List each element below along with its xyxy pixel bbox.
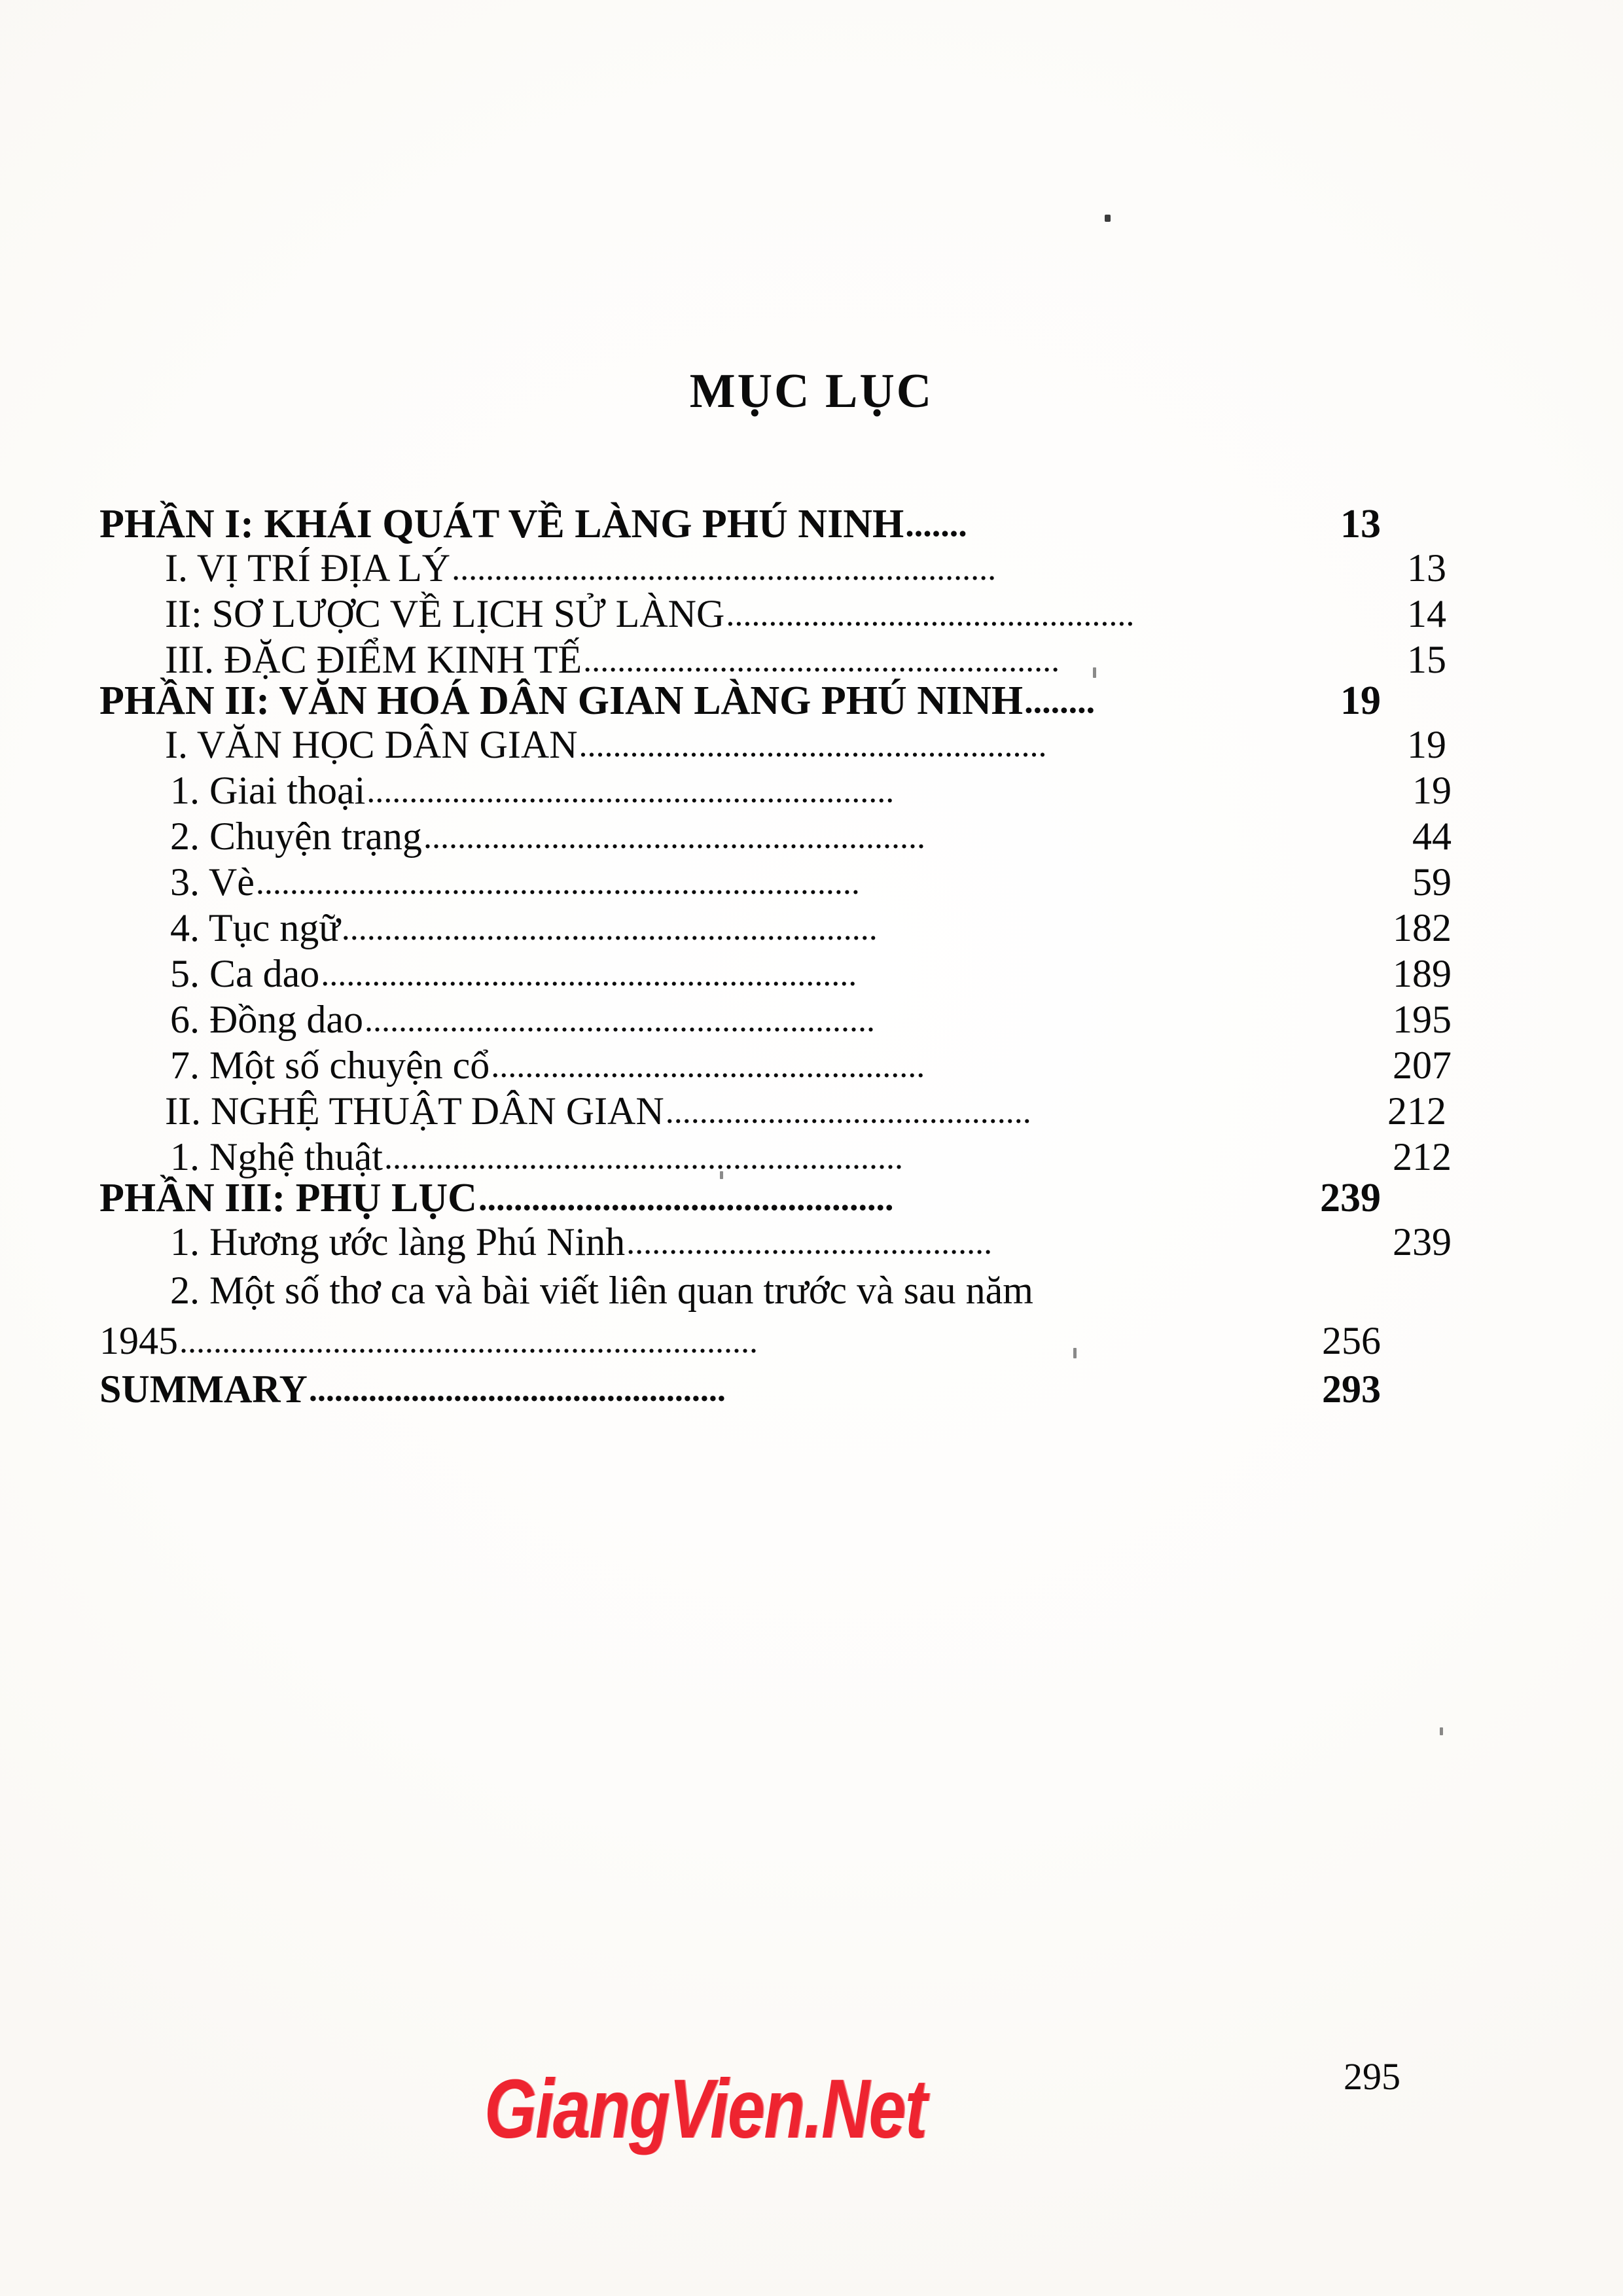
toc-entry-part-3[interactable] — [99, 1178, 1381, 1218]
toc-entry-label: 1945 — [99, 1319, 178, 1362]
toc-leader-dots: ........................................................... — [423, 821, 925, 855]
toc-entry-page: 44 — [1412, 815, 1452, 858]
toc-leader-dots: ............................................................. — [383, 1141, 903, 1175]
toc-entry-label: SUMMARY — [99, 1368, 308, 1411]
page-title: MỤC LỤC — [689, 364, 934, 418]
toc-leader-dots: .............................................................. — [366, 775, 895, 809]
toc-entry-page: 13 — [1340, 502, 1381, 546]
toc-leader-dots: ................................................. — [308, 1373, 726, 1407]
toc-leader-dots: ................................................ — [726, 598, 1135, 632]
toc-entry-section-1-iii[interactable] — [165, 640, 1446, 679]
toc-entry-label: 7. Một số chuyện cổ — [170, 1044, 490, 1087]
toc-entry-page: 59 — [1412, 860, 1452, 904]
toc-entry-label: II: SƠ LƯỢC VỀ LỊCH SỬ LÀNG — [165, 592, 725, 635]
toc-leader-dots: ............................................................ — [364, 1004, 875, 1038]
scan-speck — [1105, 215, 1111, 222]
toc-entry-item-5[interactable] — [170, 954, 1452, 993]
toc-entry-summary[interactable] — [99, 1369, 1381, 1409]
toc-entry-label: I. VỊ TRÍ ĐỊA LÝ — [165, 546, 451, 590]
toc-entry-item-6[interactable] — [170, 1000, 1452, 1039]
toc-entry-item-tho-ca-line2[interactable] — [99, 1321, 1381, 1360]
toc-entry-page: 13 — [1407, 546, 1446, 590]
toc-entry-item-4[interactable] — [170, 908, 1452, 947]
toc-entry-label: 4. Tục ngữ — [170, 906, 340, 949]
toc-entry-page: 15 — [1407, 638, 1446, 681]
toc-entry-part-1[interactable] — [99, 504, 1381, 544]
toc-entry-page: 207 — [1393, 1044, 1452, 1087]
toc-entry-section-2-i[interactable] — [165, 725, 1446, 764]
toc-entry-page: 239 — [1320, 1176, 1381, 1220]
toc-leader-dots: ............................................................... — [341, 912, 878, 946]
toc-leader-dots: ........................................... — [665, 1095, 1031, 1129]
toc-entry-section-1-i[interactable] — [165, 548, 1446, 588]
toc-entry-label: 1. Giai thoại — [170, 769, 366, 812]
toc-entry-page: 293 — [1322, 1368, 1381, 1411]
site-watermark: GiangVien.Net — [484, 2062, 927, 2156]
toc-entry-label: 1. Hương ước làng Phú Ninh — [170, 1220, 626, 1263]
toc-entry-page: 19 — [1412, 769, 1452, 812]
toc-entry-label: 3. Vè — [170, 860, 255, 904]
toc-entry-page: 256 — [1322, 1319, 1381, 1362]
toc-leader-dots: ................................................... — [491, 1050, 925, 1084]
toc-entry-label: PHẦN I: KHÁI QUÁT VỀ LÀNG PHÚ NINH — [99, 502, 904, 546]
toc-leader-dots: ........ — [1024, 683, 1096, 718]
toc-entry-item-7[interactable] — [170, 1046, 1452, 1085]
toc-entry-label: III. ĐẶC ĐIỂM KINH TẾ — [165, 638, 582, 681]
toc-entry-page: 19 — [1340, 679, 1381, 723]
toc-entry-item-1[interactable] — [170, 771, 1452, 810]
toc-entry-label: 1. Nghệ thuật — [170, 1135, 383, 1178]
toc-entry-label: I. VĂN HỌC DÂN GIAN — [165, 723, 578, 766]
page-number: 295 — [1344, 2055, 1400, 2098]
toc-entry-part-2[interactable] — [99, 680, 1381, 721]
toc-entry-item-2[interactable] — [170, 817, 1452, 856]
toc-entry-page: 189 — [1393, 952, 1452, 995]
toc-entry-label: 5. Ca dao — [170, 952, 320, 995]
toc-entry-section-1-ii[interactable] — [165, 594, 1446, 633]
toc-entry-label: II. NGHỆ THUẬT DÂN GIAN — [165, 1089, 664, 1133]
toc-leader-dots: ....................................................... — [579, 729, 1047, 763]
toc-leader-dots: ........................................................ — [583, 644, 1060, 678]
table-of-contents — [99, 502, 1452, 1411]
toc-entry-label: PHẦN III: PHỤ LỤC — [99, 1176, 477, 1220]
toc-entry-section-2-ii[interactable] — [165, 1091, 1446, 1131]
toc-leader-dots: .................................................................... — [179, 1325, 758, 1359]
toc-leader-dots: ................................................................ — [452, 552, 997, 586]
scan-speck — [1440, 1727, 1443, 1735]
toc-entry-page: 19 — [1407, 723, 1446, 766]
toc-entry-label: 2. Chuyện trạng — [170, 815, 422, 858]
toc-entry-page: 182 — [1393, 906, 1452, 949]
toc-leader-dots: ........................................... — [626, 1226, 993, 1260]
toc-leader-dots: ....... — [905, 506, 967, 542]
toc-entry-page: 212 — [1387, 1089, 1446, 1133]
toc-leader-dots: ............................................... — [478, 1180, 894, 1216]
toc-leader-dots: ....................................................................... — [255, 866, 860, 900]
toc-entry-item-nghe-thuat[interactable] — [170, 1137, 1452, 1176]
toc-entry-page: 14 — [1407, 592, 1446, 635]
toc-leader-dots: ............................................................... — [321, 958, 857, 992]
toc-entry-page: 239 — [1393, 1220, 1452, 1263]
toc-entry-item-tho-ca-line1[interactable]: 2. Một số thơ ca và bài viết liên quan trước và sau năm — [170, 1269, 1033, 1312]
toc-entry-item-huong-uoc[interactable] — [170, 1222, 1452, 1262]
toc-entry-page: 212 — [1393, 1135, 1452, 1178]
toc-entry-label: PHẦN II: VĂN HOÁ DÂN GIAN LÀNG PHÚ NINH — [99, 679, 1024, 723]
toc-entry-item-3[interactable] — [170, 862, 1452, 902]
toc-entry-label: 6. Đồng dao — [170, 998, 363, 1041]
toc-entry-page: 195 — [1393, 998, 1452, 1041]
